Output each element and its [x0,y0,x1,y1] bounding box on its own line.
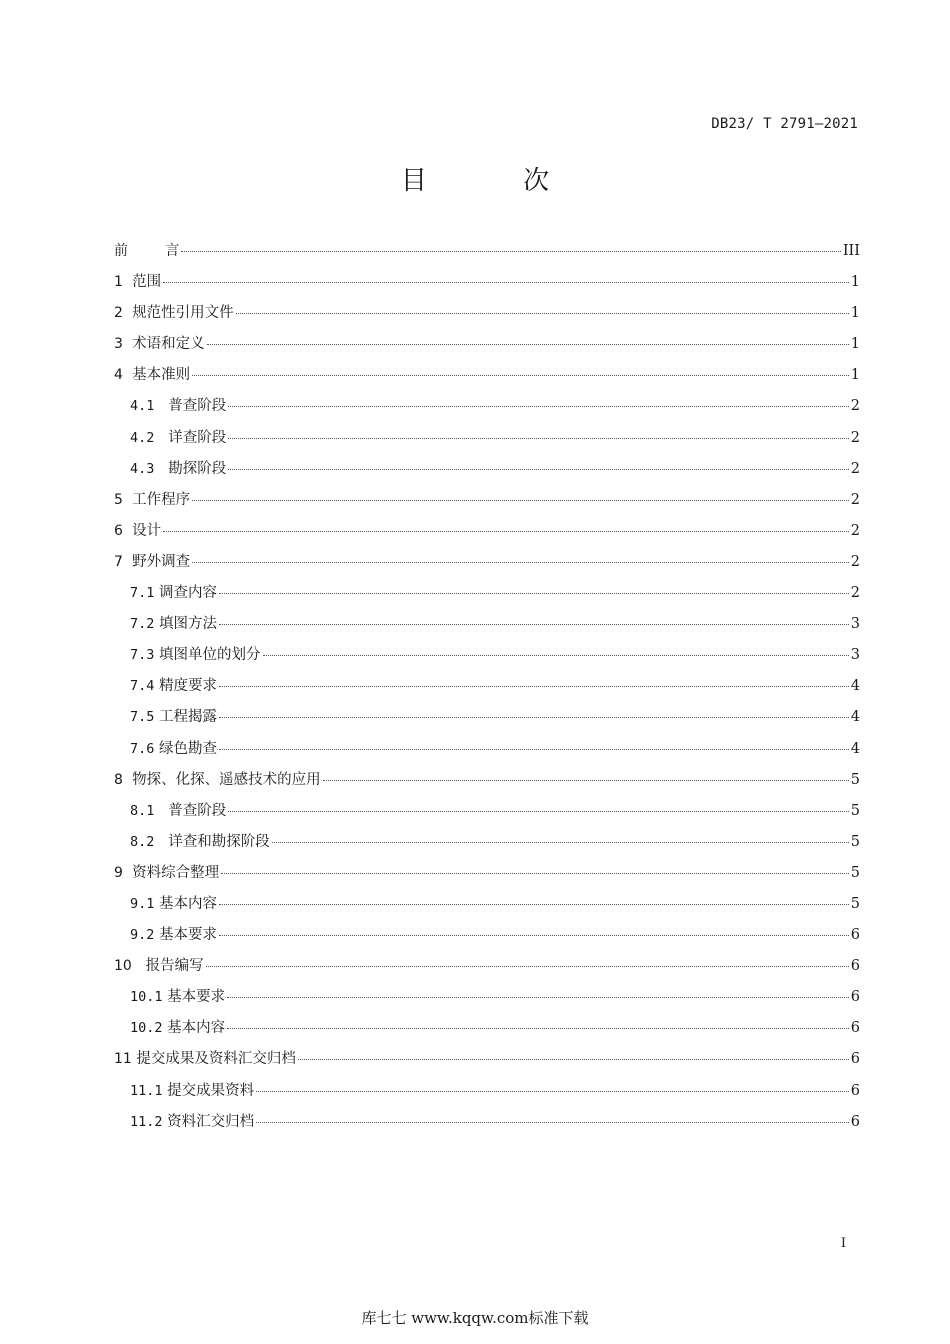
toc-entry-page: 5 [850,771,860,788]
toc-entry[interactable] [114,552,860,583]
toc-entry-number: 1 [114,274,123,291]
toc-entry-number: 8.2 [130,833,155,850]
toc-entry-number: 7.4 [130,678,155,695]
toc-entry-title: 详查阶段 [154,429,227,446]
toc-dot-leader [181,251,840,252]
toc-entry-title: 普查阶段 [154,398,227,415]
toc-entry[interactable] [114,987,860,1018]
toc-dot-leader [272,842,849,843]
toc-entry-title: 基本内容 [154,895,217,912]
toc-dot-leader [236,313,849,314]
toc-entry-title: 精度要求 [154,678,217,695]
toc-dot-leader [263,655,849,656]
toc-entry-page: 1 [850,336,860,353]
toc-entry-number: 4.1 [130,398,155,415]
toc-entry-page: 5 [850,802,860,819]
toc-entry[interactable] [114,614,860,645]
toc-dot-leader [256,1091,849,1092]
toc-dot-leader [323,780,849,781]
toc-entry[interactable] [114,956,860,987]
toc-entry-title: 物探、化探、遥感技术的应用 [122,771,321,788]
toc-entry[interactable] [114,334,860,365]
toc-entry-title: 术语和定义 [122,336,205,353]
toc-entry-page: 6 [850,1051,860,1068]
toc-entry-title: 基本要求 [154,927,217,944]
toc-entry-number: 10.2 [130,1020,163,1037]
toc-entry-number: 5 [114,491,123,508]
table-of-contents [114,241,860,1143]
toc-entry-number: 9.1 [130,895,155,912]
toc-entry-number: 7.6 [130,740,155,757]
toc-dot-leader [163,531,849,532]
toc-entry[interactable] [114,583,860,614]
toc-dot-leader [219,593,849,594]
toc-entry-number: 9 [114,864,123,881]
toc-entry-title: 野外调查 [122,553,191,570]
toc-entry-number: 11.2 [130,1113,163,1130]
toc-entry-page: 4 [850,740,860,757]
toc-dot-leader [219,935,849,936]
toc-entry[interactable] [114,770,860,801]
toc-entry-page: III [842,243,860,259]
toc-dot-leader [221,873,849,874]
toc-entry-page: 6 [850,1020,860,1037]
toc-entry-title: 基本要求 [162,989,226,1006]
toc-entry[interactable] [114,801,860,832]
toc-entry-title: 普查阶段 [154,802,227,819]
toc-entry-page: 5 [850,895,860,912]
toc-dot-leader [227,1028,849,1029]
toc-entry-title: 调查内容 [154,585,217,602]
toc-dot-leader [228,811,849,812]
toc-dot-leader [192,375,849,376]
toc-entry[interactable] [114,490,860,521]
toc-entry[interactable] [114,303,860,334]
toc-entry-number: 10 [114,958,132,975]
toc-entry-title: 基本准则 [122,367,191,384]
toc-entry-title: 规范性引用文件 [122,305,234,322]
toc-dot-leader [228,406,849,407]
toc-entry[interactable] [114,1081,860,1112]
toc-entry-page: 4 [850,709,860,726]
toc-entry-page: 2 [850,429,860,446]
toc-entry-title: 提交成果及资料汇交归档 [131,1051,296,1068]
toc-entry-title: 提交成果资料 [162,1082,255,1099]
toc-entry-number: 4.2 [130,429,155,446]
toc-entry-number: 前 [114,243,128,259]
toc-entry-title: 言 [128,243,180,259]
toc-entry[interactable] [114,365,860,396]
toc-entry-number: 9.2 [130,927,155,944]
toc-entry-page: 1 [850,367,860,384]
toc-entry-page: 2 [850,460,860,477]
toc-entry-title: 详查和勘探阶段 [154,833,270,850]
toc-entry-page: 2 [850,491,860,508]
toc-dot-leader [228,438,849,439]
toc-dot-leader [256,1122,849,1123]
toc-entry-number: 8 [114,771,123,788]
toc-entry-number: 3 [114,336,123,353]
toc-dot-leader [219,749,849,750]
toc-entry[interactable] [114,739,860,770]
toc-entry-title: 资料汇交归档 [162,1113,255,1130]
toc-entry-number: 4 [114,367,123,384]
toc-entry-page: 1 [850,305,860,322]
toc-entry-title: 勘探阶段 [154,460,227,477]
toc-entry[interactable] [114,645,860,676]
toc-entry-page: 2 [850,553,860,570]
toc-dot-leader [227,997,849,998]
toc-entry[interactable] [114,894,860,925]
toc-entry-page: 2 [850,522,860,539]
toc-entry-title: 绿色勘查 [154,740,217,757]
toc-entry[interactable] [114,925,860,956]
toc-entry[interactable] [114,676,860,707]
toc-entry-number: 7.1 [130,585,155,602]
toc-dot-leader [219,686,849,687]
toc-entry-page: 1 [850,274,860,291]
toc-entry-page: 3 [850,616,860,633]
toc-dot-leader [192,500,849,501]
toc-dot-leader [298,1059,849,1060]
toc-entry-number: 11 [114,1051,132,1068]
watermark-text: 库七七 www.kqqw.com标准下载 [361,1309,589,1327]
toc-entry-number: 7.3 [130,647,155,664]
toc-entry-page: 3 [850,647,860,664]
toc-entry[interactable] [114,1049,860,1080]
toc-entry[interactable] [114,832,860,863]
toc-dot-leader [163,282,849,283]
toc-entry[interactable] [114,272,860,303]
toc-entry-title: 填图方法 [154,616,217,633]
toc-entry[interactable] [114,1018,860,1049]
page-title: 目 次 [400,166,594,196]
toc-entry-page: 5 [850,864,860,881]
toc-entry-title: 设计 [122,522,162,539]
toc-entry[interactable] [114,459,860,490]
toc-entry-title: 工程揭露 [154,709,217,726]
toc-entry-page: 6 [850,958,860,975]
toc-entry-number: 7.5 [130,709,155,726]
toc-entry-page: 6 [850,989,860,1006]
toc-entry-number: 10.1 [130,989,163,1006]
page-number: I [840,1236,846,1251]
toc-entry[interactable] [114,241,860,272]
toc-entry-page: 4 [850,678,860,695]
document-code: DB23/ T 2791—2021 [711,116,858,132]
toc-dot-leader [219,717,849,718]
toc-entry[interactable] [114,521,860,552]
toc-entry-title: 基本内容 [162,1020,226,1037]
toc-entry-page: 6 [850,927,860,944]
toc-entry[interactable] [114,428,860,459]
toc-entry-page: 2 [850,398,860,415]
toc-entry-number: 7 [114,553,123,570]
toc-entry-title: 范围 [122,274,162,291]
toc-entry-page: 6 [850,1082,860,1099]
toc-entry[interactable] [114,863,860,894]
toc-entry-title: 工作程序 [122,491,191,508]
toc-dot-leader [219,904,849,905]
toc-entry-title: 填图单位的划分 [154,647,261,664]
toc-entry-page: 6 [850,1113,860,1130]
toc-entry-title: 资料综合整理 [122,864,220,881]
toc-entry-page: 2 [850,585,860,602]
toc-entry[interactable] [114,1112,860,1143]
toc-entry[interactable] [114,396,860,427]
toc-entry-number: 7.2 [130,616,155,633]
toc-dot-leader [228,469,849,470]
toc-entry-page: 5 [850,833,860,850]
toc-dot-leader [207,344,849,345]
toc-entry[interactable] [114,707,860,738]
toc-entry-number: 4.3 [130,460,155,477]
toc-entry-number: 6 [114,522,123,539]
toc-dot-leader [206,966,849,967]
toc-entry-number: 8.1 [130,802,155,819]
toc-entry-number: 11.1 [130,1082,163,1099]
toc-dot-leader [192,562,849,563]
toc-entry-title: 报告编写 [131,958,204,975]
toc-dot-leader [219,624,849,625]
toc-entry-number: 2 [114,305,123,322]
